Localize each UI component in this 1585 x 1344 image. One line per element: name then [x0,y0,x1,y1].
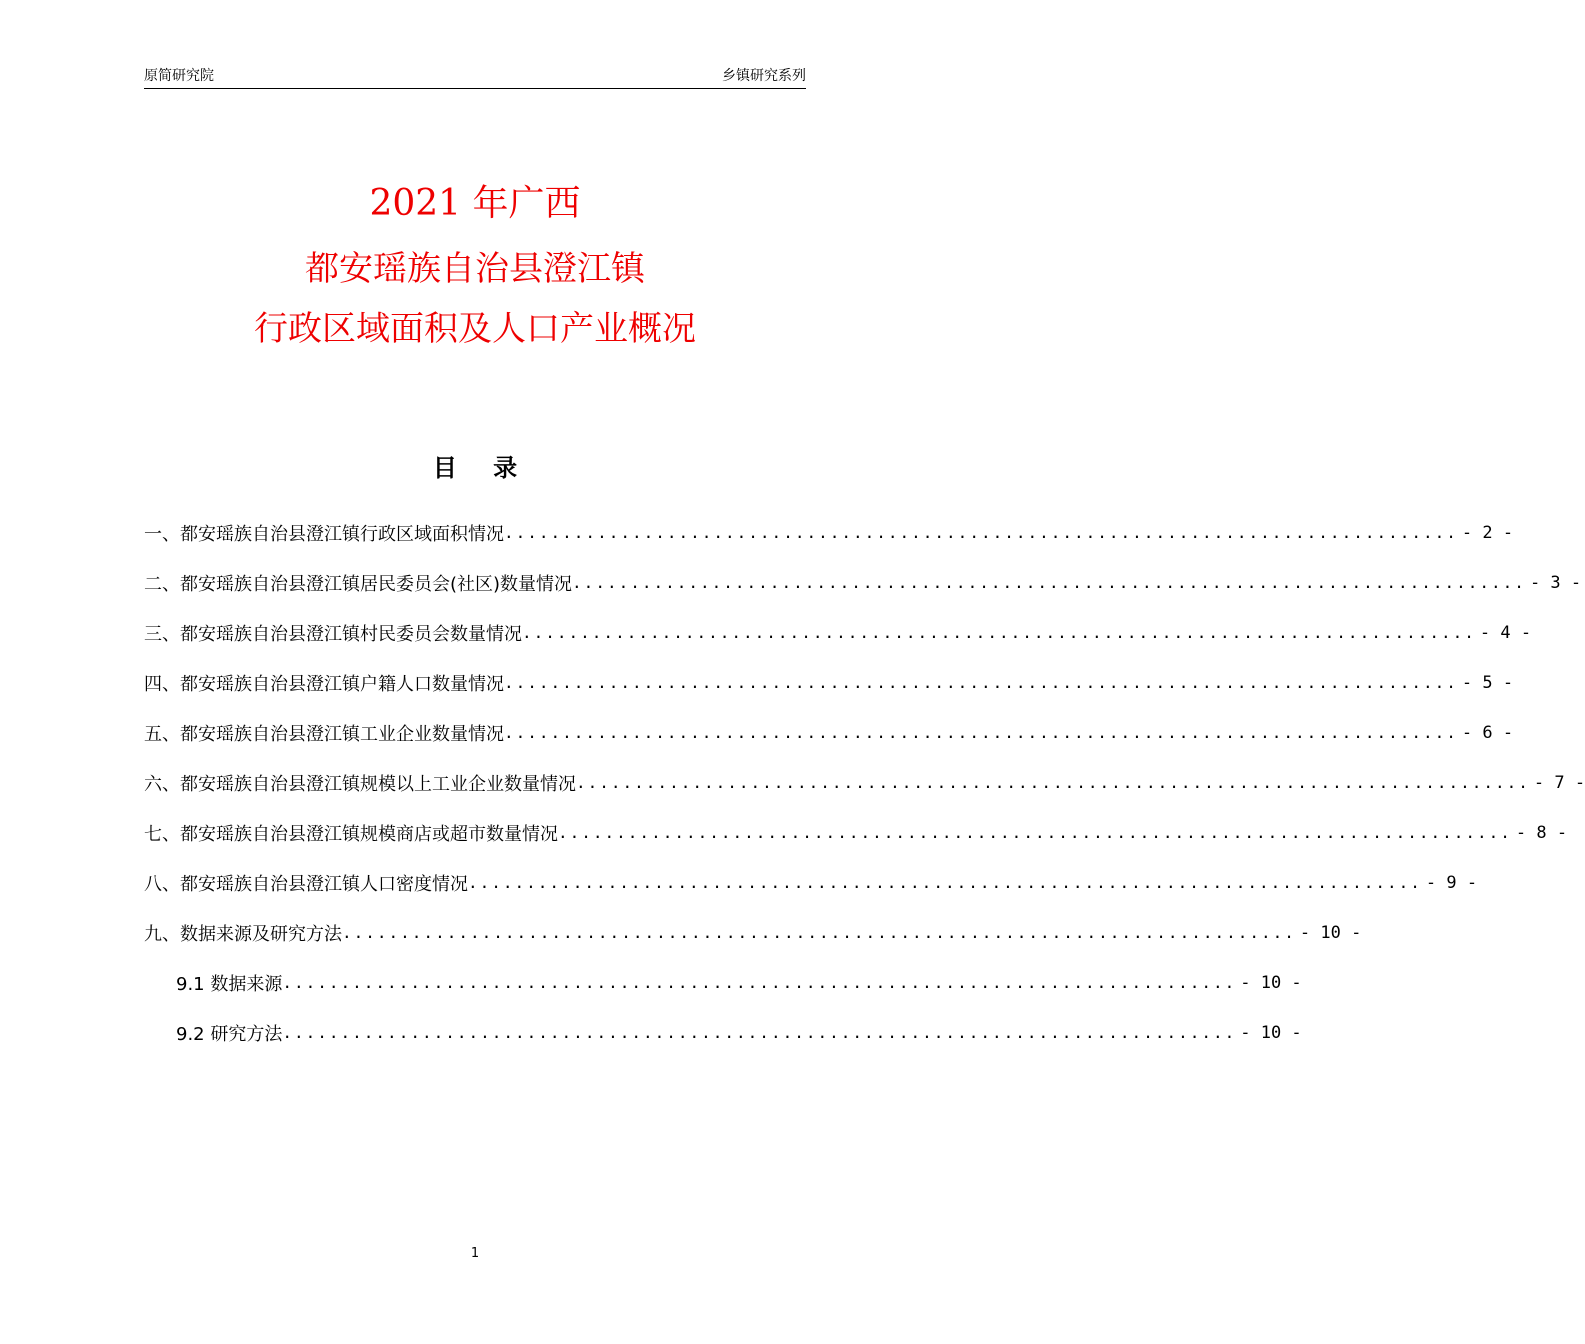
toc-item-page: - 7 - [1533,773,1585,793]
toc-item-4[interactable] [144,658,1514,708]
toc-leader-dots: .................................................................................. [504,523,1458,542]
toc-heading: 目 录 [432,454,532,482]
toc-item-page: - 10 - [1299,923,1362,943]
toc-leader-dots: .................................................................................. [282,1023,1237,1042]
toc-item-page: - 5 - [1461,673,1514,693]
toc-item-label: 六、都安瑶族自治县澄江镇规模以上工业企业数量情况 [144,774,576,795]
toc-item-label: 九、数据来源及研究方法 [144,924,342,945]
toc-item-9[interactable] [144,908,1362,958]
toc-item-page: - 10 - [1240,1023,1302,1043]
toc-leader-dots: .................................................................................. [504,723,1458,742]
toc-item-1[interactable] [144,508,1514,558]
toc-item-page: - 2 - [1461,523,1514,543]
toc-leader-dots: .................................................................................. [282,973,1237,992]
toc-subitem-9-1[interactable] [144,958,1302,1008]
toc-item-2[interactable] [144,558,1582,608]
toc-item-label: 一、都安瑶族自治县澄江镇行政区域面积情况 [144,524,504,545]
toc-item-label: 八、都安瑶族自治县澄江镇人口密度情况 [144,874,468,895]
header-organization: 原简研究院 [144,68,214,84]
toc-item-label: 七、都安瑶族自治县澄江镇规模商店或超市数量情况 [144,824,558,845]
toc-item-page: - 9 - [1425,873,1478,893]
toc-item-label: 四、都安瑶族自治县澄江镇户籍人口数量情况 [144,674,504,695]
toc-item-label: 9.1 数据来源 [176,974,283,995]
toc-leader-dots: .................................................................................. [468,873,1422,892]
toc-item-label: 9.2 研究方法 [176,1024,283,1045]
title-subject: 行政区域面积及人口产业概况 [254,309,696,349]
toc-item-6[interactable] [144,758,1585,808]
toc-leader-dots: .................................................................................. [572,573,1526,592]
toc-item-label: 五、都安瑶族自治县澄江镇工业企业数量情况 [144,724,504,745]
toc-item-label: 三、都安瑶族自治县澄江镇村民委员会数量情况 [144,624,522,645]
toc-item-page: - 10 - [1240,973,1302,993]
header-series: 乡镇研究系列 [722,68,806,84]
toc-leader-dots: .................................................................................. [576,773,1530,792]
toc-item-label: 二、都安瑶族自治县澄江镇居民委员会(社区)数量情况 [144,574,573,595]
toc-item-page: - 6 - [1461,723,1514,743]
title-town: 都安瑶族自治县澄江镇 [305,249,645,289]
toc-leader-dots: .................................................................................. [504,673,1458,692]
toc-item-5[interactable] [144,708,1514,758]
toc-leader-dots: .................................................................................. [342,923,1296,942]
toc-leader-dots: .................................................................................. [522,623,1476,642]
toc-subitem-9-2[interactable] [144,1008,1302,1058]
page-number: 1 [470,1246,480,1261]
title-year-region: 2021 年广西 [369,183,581,224]
toc-item-page: - 8 - [1515,823,1568,843]
toc-item-3[interactable] [144,608,1532,658]
toc-item-page: - 3 - [1529,573,1582,593]
table-of-contents [144,508,1585,1058]
toc-item-page: - 4 - [1479,623,1532,643]
toc-item-7[interactable] [144,808,1568,858]
toc-item-8[interactable] [144,858,1478,908]
page-header [144,66,806,89]
toc-leader-dots: .................................................................................. [558,823,1512,842]
